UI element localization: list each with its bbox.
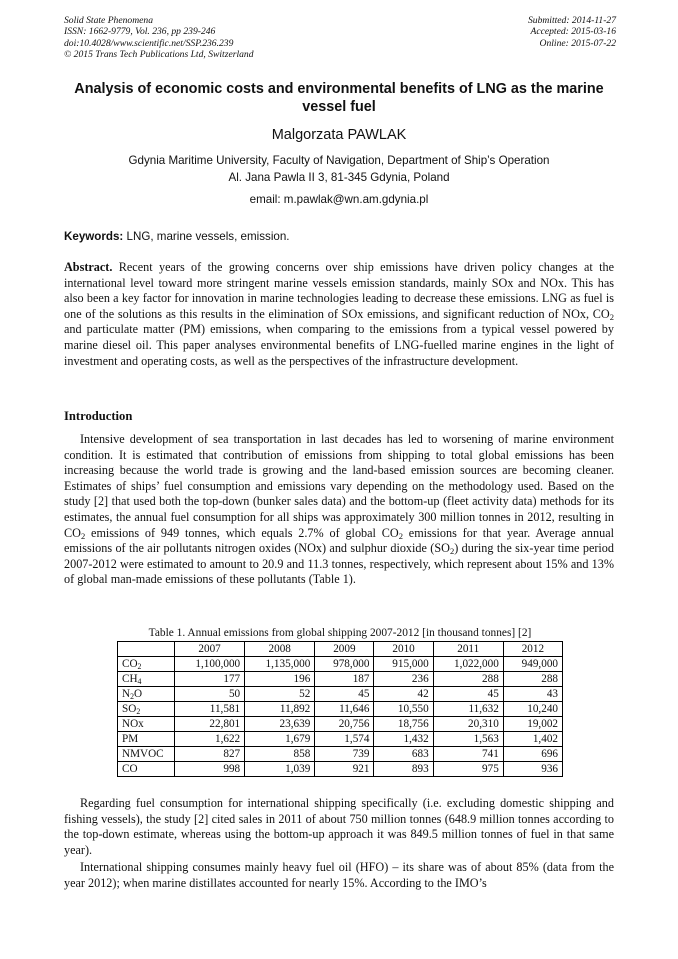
table-cell: 20,310 (433, 717, 503, 732)
table-cell: 11,646 (315, 702, 374, 717)
subscript: 2 (449, 546, 455, 557)
table-cell: 288 (503, 672, 562, 687)
row-label: PM (118, 732, 175, 747)
row-label: $CO_2$ (118, 657, 175, 672)
keywords (64, 230, 616, 244)
table-cell: 858 (245, 747, 315, 762)
table-cell: 18,756 (374, 717, 433, 732)
table-cell: 42 (374, 687, 433, 702)
table-cell: 196 (245, 672, 315, 687)
abstract-text: Recent years of the growing concerns over ship emissions have driven policy changes at the international level toward more stringent marine vessels emission standards, mainly SOx and NOx. This has also been a key factor for innovation in marine technologies leading to decrease these emissions. LNG as fuel is one of the solutions as this results in the elimination of SOx emissions, and significant reduction of NOx, CO (64, 260, 614, 321)
row-label: NOx (118, 717, 175, 732)
table-cell: 1,100,000 (175, 657, 245, 672)
affiliation (60, 152, 618, 186)
row-label: $SO_2$ (118, 702, 175, 717)
table-cell: 45 (433, 687, 503, 702)
keywords-label: Keywords: (64, 230, 124, 243)
table-cell: 187 (315, 672, 374, 687)
row-label: NMVOC (118, 747, 175, 762)
journal-issn: ISSN: 1662-9779, Vol. 236, pp 239-246 (64, 26, 216, 38)
keywords-text: LNG, marine vessels, emission. (123, 230, 290, 243)
table-cell: 43 (503, 687, 562, 702)
journal-copyright: © 2015 Trans Tech Publications Ltd, Switzerland (64, 49, 254, 61)
header-cell: 2010 (374, 642, 433, 657)
table-cell: 827 (175, 747, 245, 762)
table-row (118, 702, 563, 717)
header-cell: 2011 (433, 642, 503, 657)
table-cell: 11,892 (245, 702, 315, 717)
table-cell: 20,756 (315, 717, 374, 732)
table-cell: 177 (175, 672, 245, 687)
table-cell: 1,563 (433, 732, 503, 747)
intro-paragraph: International shipping consumes mainly heavy fuel oil (HFO) – its share was of about 85% (data from the year 2012); when marine distillates accounted for nearly 15%. According to the IMO’s (64, 860, 614, 890)
table-cell: 11,632 (433, 702, 503, 717)
table-cell: 936 (503, 762, 562, 777)
table-row (118, 762, 563, 777)
header-cell: 2009 (315, 642, 374, 657)
intro-paragraph (64, 432, 614, 588)
table-cell: 915,000 (374, 657, 433, 672)
row-label: $N_2O$ (118, 687, 175, 702)
journal-info (64, 15, 254, 61)
row-label: CO (118, 762, 175, 777)
paragraph-text: ) during the six-year time period 2007-2012 were estimated to amount to 20.9 and 11.3 tonnes, respectively, which represent about 15% and 13% of global man-made emissions of these pollutants (Table 1). (64, 541, 614, 587)
table-cell: 23,639 (245, 717, 315, 732)
paragraph-text: emissions for that year. Average annual emissions of the air pollutants nitrogen oxides (NOx) and sulphur dioxide (SO (64, 525, 614, 556)
emissions-table (117, 627, 563, 777)
row-label: $CH_4$ (118, 672, 175, 687)
table-cell: 50 (175, 687, 245, 702)
table-cell: 11,581 (175, 702, 245, 717)
accepted-date: Accepted: 2015-03-16 (530, 26, 616, 38)
table-cell: 1,432 (374, 732, 433, 747)
table-cell: 288 (433, 672, 503, 687)
table-cell: 236 (374, 672, 433, 687)
table-row (118, 717, 563, 732)
header-cell (118, 642, 175, 657)
subscript: 2 (609, 311, 614, 322)
table-cell: 1,622 (175, 732, 245, 747)
table-cell: 19,002 (503, 717, 562, 732)
subscript: 2 (80, 530, 86, 541)
table-header-row (118, 642, 563, 657)
affiliation-line: Gdynia Maritime University, Faculty of Navigation, Department of Ship’s Operation (128, 154, 550, 167)
table-caption: Table 1. Annual emissions from global shipping 2007-2012 [in thousand tonnes] [2] (148, 627, 532, 639)
abstract (64, 260, 614, 369)
table-cell: 739 (315, 747, 374, 762)
subscript: 2 (398, 530, 403, 541)
data-table (117, 641, 563, 777)
table-cell: 1,402 (503, 732, 562, 747)
author-name: Malgorzata PAWLAK (271, 127, 407, 143)
table-cell: 1,039 (245, 762, 315, 777)
abstract-text: and particulate matter (PM) emissions, when comparing to the emissions from a typical vessel powered by marine diesel oil. This paper analyses environmental benefits of LNG-fuelled marine engines in the light of investment and operating costs, as well as the perspectives of the infrastructure development. (64, 322, 614, 368)
table-row (118, 732, 563, 747)
journal-doi: doi:10.4028/www.scientific.net/SSP.236.239 (64, 37, 234, 49)
header-cell: 2012 (503, 642, 562, 657)
abstract-label: Abstract. (64, 260, 113, 274)
table-cell: 921 (315, 762, 374, 777)
table-cell: 10,550 (374, 702, 433, 717)
table-cell: 998 (175, 762, 245, 777)
online-date: Online: 2015-07-22 (539, 37, 616, 49)
table-cell: 975 (433, 762, 503, 777)
table-cell: 683 (374, 747, 433, 762)
paragraph-text: emissions of 949 tonnes, which equals 2.7% of global CO (85, 525, 399, 540)
table-cell: 10,240 (503, 702, 562, 717)
author-email: email: m.pawlak@wn.am.gdynia.pl (249, 193, 429, 206)
table-cell: 696 (503, 747, 562, 762)
intro-paragraph: Regarding fuel consumption for international shipping specifically (i.e. excluding domestic shipping and fishing vessels), the study [2] cited sales in 2011 of about 750 million tonnes (648.9 million tonnes according to the top-down estimate, whereas using the bottom-up approach it was 849.5 million tonnes of fuel in that same year). (64, 796, 614, 857)
table-cell: 1,135,000 (245, 657, 315, 672)
journal-name: Solid State Phenomena (64, 15, 153, 26)
table-row (118, 687, 563, 702)
table-cell: 1,574 (315, 732, 374, 747)
table-cell: 1,679 (245, 732, 315, 747)
table-cell: 893 (374, 762, 433, 777)
table-row (118, 657, 563, 672)
submitted-date: Submitted: 2014-11-27 (527, 15, 616, 26)
header-cell: 2007 (175, 642, 245, 657)
table-row (118, 747, 563, 762)
affiliation-address: Al. Jana Pawla II 3, 81-345 Gdynia, Poland (228, 171, 450, 184)
table-cell: 949,000 (503, 657, 562, 672)
table-cell: 978,000 (315, 657, 374, 672)
paragraph-text: Intensive development of sea transportation in last decades has led to worsening of marine environment condition. It is estimated that contribution of emissions from shipping to total global emissions has been increasing because the world trade is growing and the land-based emission sources are becoming cleaner. Estimates of ships’ fuel consumption and emissions vary depending on the methodology used. Based on the study [2] that used both the top-down (bunker sales data) and the bottom-up (fleet activity data) methods for its estimates, the annual fuel consumption for all ships was approximately 300 million tonnes in 2012, resulting in CO (64, 432, 614, 540)
table-cell: 22,801 (175, 717, 245, 732)
header-cell: 2008 (245, 642, 315, 657)
table-cell: 741 (433, 747, 503, 762)
section-heading: Introduction (64, 409, 133, 423)
table-cell: 1,022,000 (433, 657, 503, 672)
table-cell: 45 (315, 687, 374, 702)
table-row (118, 672, 563, 687)
table-cell: 52 (245, 687, 315, 702)
submission-dates (528, 15, 616, 49)
paper-title: Analysis of economic costs and environmental benefits of LNG as the marine vessel fuel (74, 81, 604, 115)
